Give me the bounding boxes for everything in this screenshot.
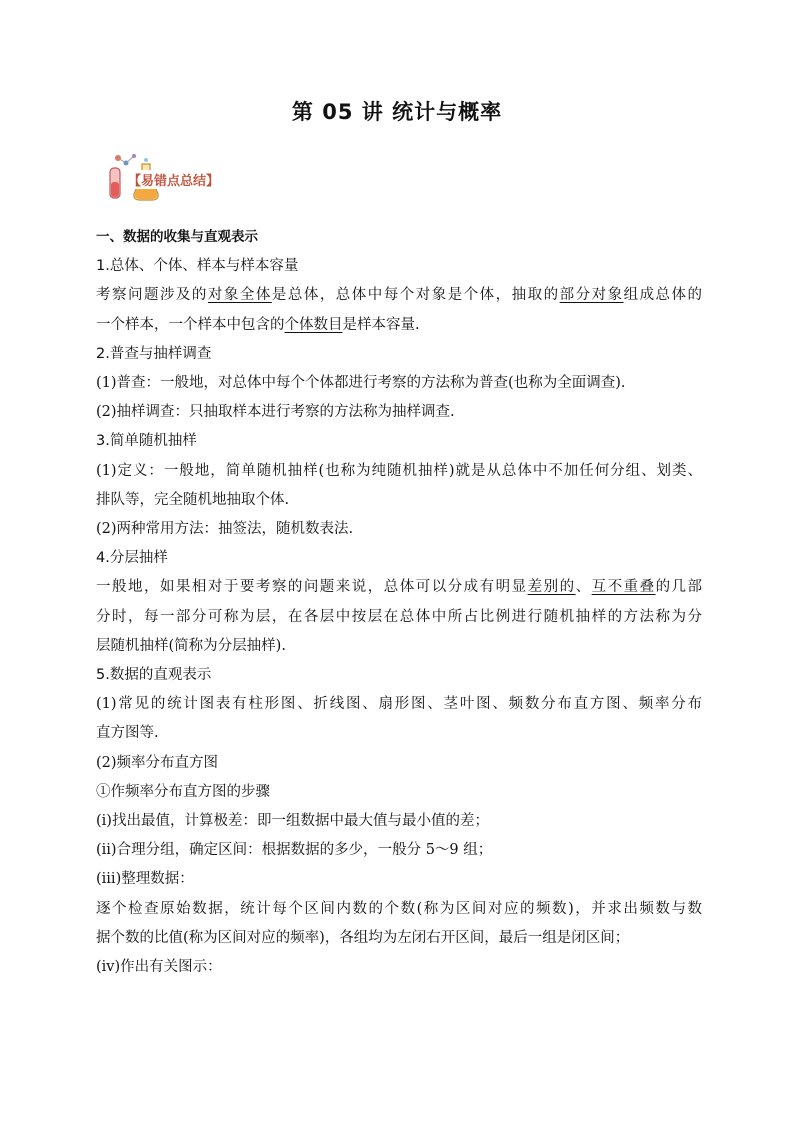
section-badge	[104, 150, 264, 206]
subsection-heading: 1.总体、个体、样本与样本容量	[96, 258, 299, 275]
paragraph-line: 分时，每一部分可称为层，在各层中按层在总体中所占比例进行随机抽样的方法称为分	[96, 608, 702, 625]
page-title: 第 05 讲 统计与概率	[291, 100, 503, 124]
text-span: 一个样本，一个样本中包含的	[96, 316, 285, 333]
text-span: 的几部	[655, 579, 702, 596]
underlined-term: 互不重叠	[591, 579, 656, 596]
paragraph-line: 层随机抽样(简称为分层抽样).	[96, 637, 286, 654]
subsection-heading: 3.简单随机抽样	[96, 433, 197, 450]
underlined-term: 部分对象	[559, 287, 624, 304]
paragraph-line: (iv)作出有关图示：	[96, 959, 222, 976]
underlined-term: 对象全体	[207, 287, 272, 304]
paragraph-line: (iii)整理数据：	[96, 871, 194, 888]
text-span: 考察问题涉及的	[96, 287, 208, 304]
text-span: 一般地，如果相对于要考察的问题来说，总体可以分成有明显	[96, 579, 528, 596]
badge-label: 【易错点总结】	[126, 170, 221, 189]
text-span: 是样本容量.	[342, 316, 420, 333]
underlined-term: 差别的	[527, 579, 576, 596]
text-span: 组成总体的	[623, 287, 702, 304]
paragraph-line	[96, 311, 702, 340]
paragraph-line: (2)两种常用方法：抽签法，随机数表法.	[96, 521, 354, 538]
text-span: 是总体，总体中每个对象是个体，抽取的	[271, 287, 560, 304]
subsection-heading: 5.数据的直观表示	[96, 667, 212, 684]
paragraph-line: (2)频率分布直方图	[96, 754, 219, 771]
paragraph-line: (2)抽样调查：只抽取样本进行考察的方法称为抽样调查.	[96, 404, 455, 421]
underlined-term: 个体数目	[284, 316, 343, 333]
paragraph-line	[96, 281, 702, 310]
paragraph-line: (ⅰ)找出最值，计算极差：即一组数据中最大值与最小值的差；	[96, 813, 489, 830]
paragraph-line: 直方图等.	[96, 725, 159, 742]
section-heading: 一、数据的收集与直观表示	[96, 229, 258, 245]
paragraph-line: 据个数的比值(称为区间对应的频率)，各组均为左闭右开区间，最后一组是闭区间；	[96, 929, 630, 946]
paragraph-line: ①作频率分布直方图的步骤	[96, 783, 270, 800]
paragraph-line	[96, 573, 702, 602]
subsection-heading: 4.分层抽样	[96, 550, 168, 567]
paragraph-line: 排队等，完全随机地抽取个体.	[96, 491, 290, 508]
paragraph-line: (1)常见的统计图表有柱形图、折线图、扇形图、茎叶图、频数分布直方图、频率分布	[96, 696, 702, 713]
paragraph-line: (ⅱ)合理分组，确定区间：根据数据的多少，一般分 5～9 组；	[96, 842, 493, 859]
subsection-heading: 2.普查与抽样调查	[96, 345, 212, 362]
paragraph-line: (1)普查：一般地，对总体中每个个体都进行考察的方法称为普查(也称为全面调查).	[96, 375, 626, 392]
paragraph-line: 逐个检查原始数据，统计每个区间内数的个数(称为区间对应的频数)，并求出频数与数	[96, 900, 702, 917]
text-span: 、	[575, 579, 592, 596]
paragraph-line: (1)定义：一般地，简单随机抽样(也称为纯随机抽样)就是从总体中不加任何分组、划类、	[96, 462, 702, 479]
content-body	[96, 223, 702, 982]
